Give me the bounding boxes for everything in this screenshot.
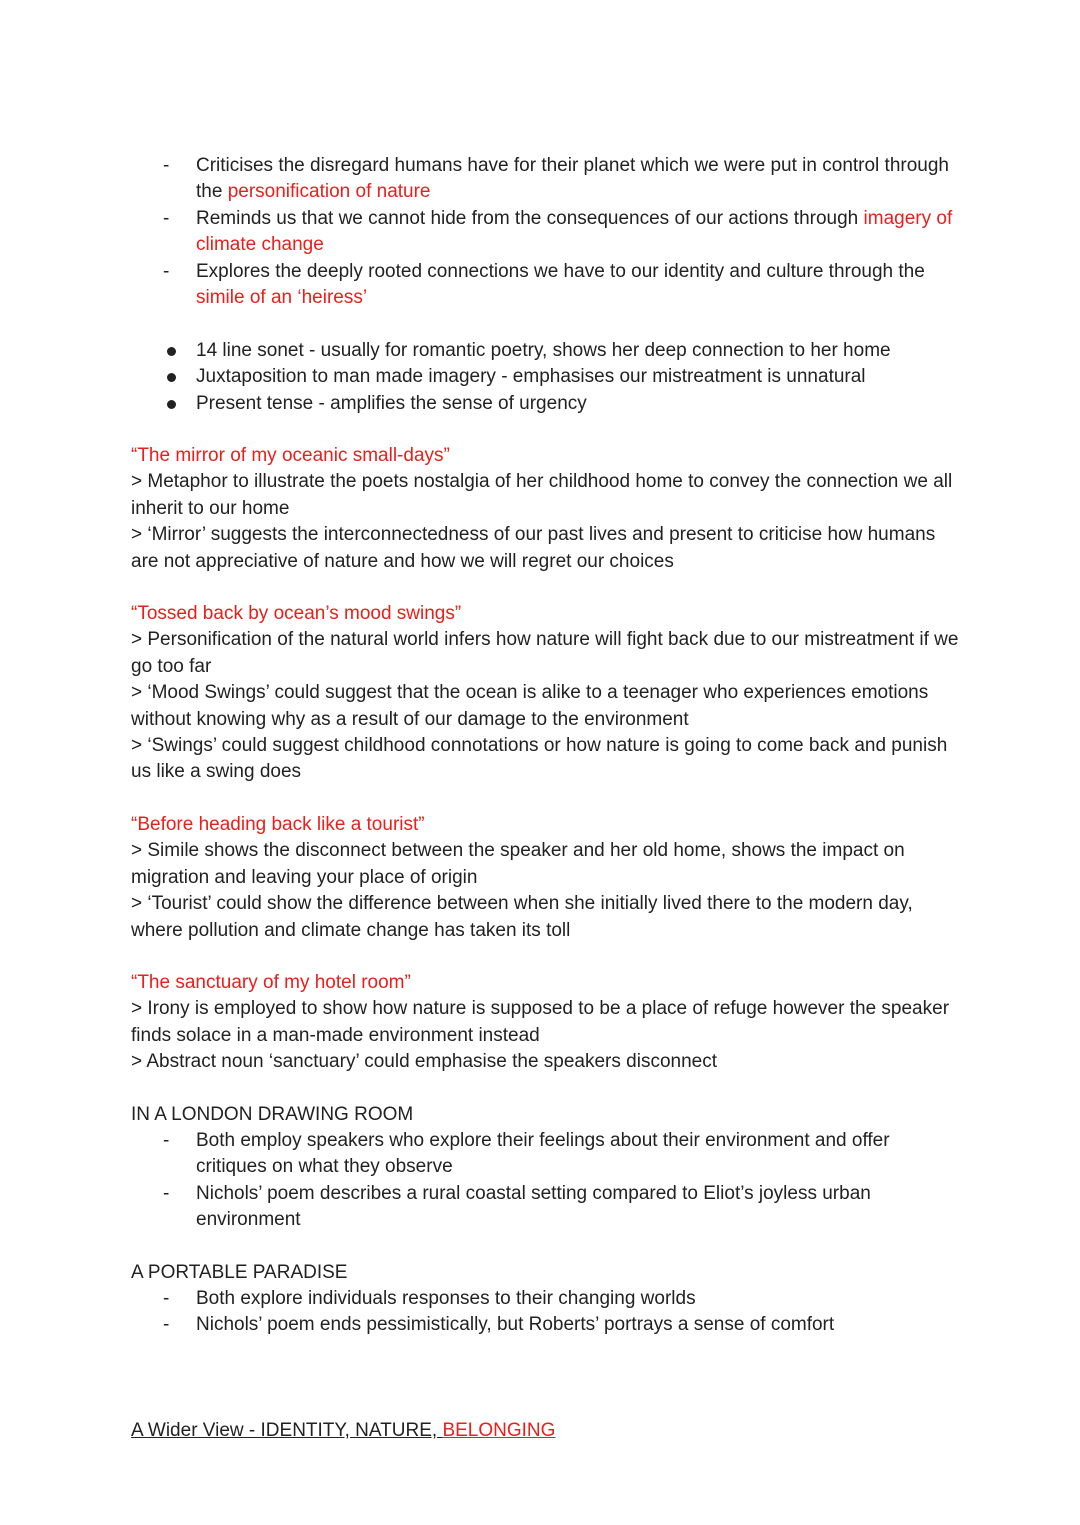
comparison-point: - Both employ speakers who explore their feelings about their environment and offer critiques on what they observe: [196, 1128, 956, 1181]
quote-note: > Personification of the natural world infers how nature will fight back due to our mistreatment if we go too far: [131, 629, 959, 677]
intro-points-list: [196, 153, 956, 311]
comparison-point: - Nichols’ poem describes a rural coastal setting compared to Eliot’s joyless urban environment: [196, 1181, 956, 1234]
quote-note: > Metaphor to illustrate the poets nostalgia of her childhood home to convey the connection we all inherit to our home: [131, 471, 953, 519]
comparison-section: [131, 1260, 961, 1286]
quote-note: > Abstract noun ‘sanctuary’ could emphasise the speakers disconnect: [131, 1051, 717, 1073]
quote-text: “The sanctuary of my hotel room”: [131, 972, 411, 993]
quote-note: > ‘Mirror’ suggests the interconnectedness of our past lives and present to criticise how humans are not appreciative of nature and how we will regret our choices: [131, 524, 936, 572]
quote-note: > Irony is employed to show how nature is supposed to be a place of refuge however the speaker finds solace in a man-made environment instead: [131, 998, 950, 1046]
highlight-term: simile of an ‘heiress’: [196, 287, 368, 309]
highlight-term: BELONGING: [442, 1420, 556, 1441]
form-points-list: [196, 338, 956, 417]
quote-block: [131, 970, 961, 1076]
quote-block: [131, 812, 961, 944]
intro-point: - Criticises the disregard humans have for their planet which we were put in control through the personification of nature: [196, 153, 956, 206]
comparison-points-list: [196, 1286, 956, 1339]
intro-point: - Reminds us that we cannot hide from the consequences of our actions through imagery of climate change: [196, 206, 956, 259]
comparison-title: IN A LONDON DRAWING ROOM: [131, 1104, 414, 1125]
comparison-point: - Both explore individuals responses to their changing worlds: [196, 1286, 956, 1312]
quote-block: [131, 443, 961, 575]
intro-point: - Explores the deeply rooted connections we have to our identity and culture through the simile of an ‘heiress’: [196, 259, 956, 312]
form-point: Juxtaposition to man made imagery - emphasises our mistreatment is unnatural: [196, 364, 956, 390]
wider-view-link[interactable]: A Wider View - IDENTITY, NATURE, BELONGING: [131, 1420, 556, 1441]
quote-text: “Before heading back like a tourist”: [131, 814, 425, 835]
highlight-term: personification of nature: [227, 181, 431, 203]
quote-note: > ‘Mood Swings’ could suggest that the ocean is alike to a teenager who experiences emotions without knowing why as a result of our damage to the environment: [131, 682, 929, 730]
form-point: Present tense - amplifies the sense of urgency: [196, 391, 956, 417]
comparison-point: - Nichols’ poem ends pessimistically, but Roberts’ portrays a sense of comfort: [196, 1312, 956, 1338]
quote-text: “The mirror of my oceanic small-days”: [131, 445, 450, 466]
highlight-term: imagery of climate change: [196, 207, 953, 256]
quote-note: > ‘Tourist’ could show the difference between when she initially lived there to the modern day, where pollution and climate change has taken its toll: [131, 893, 913, 941]
comparison-section: [131, 1102, 961, 1128]
form-point: 14 line sonet - usually for romantic poetry, shows her deep connection to her home: [196, 338, 956, 364]
comparison-points-list: [196, 1128, 956, 1234]
quote-text: “Tossed back by ocean’s mood swings”: [131, 603, 462, 624]
quote-note: > Simile shows the disconnect between the speaker and her old home, shows the impact on migration and leaving your place of origin: [131, 840, 905, 888]
quote-block: [131, 601, 961, 786]
quote-note: > ‘Swings’ could suggest childhood connotations or how nature is going to come back and punish us like a swing does: [131, 735, 948, 783]
comparison-title: A PORTABLE PARADISE: [131, 1262, 348, 1283]
